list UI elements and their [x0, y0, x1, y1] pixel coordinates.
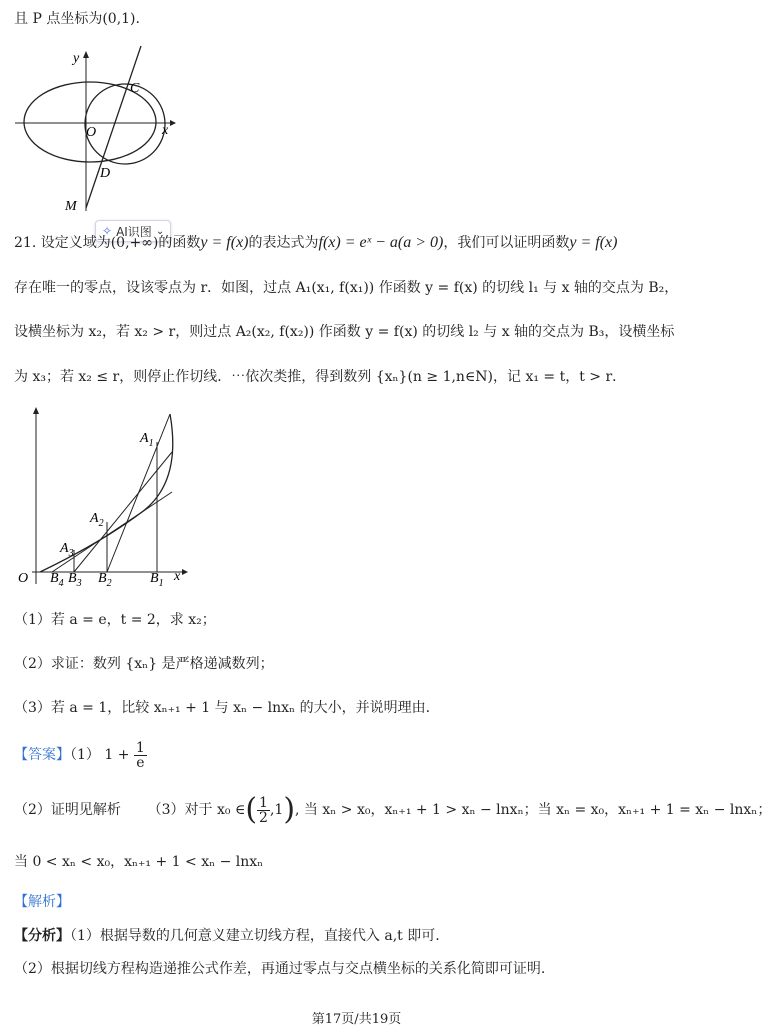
figure-ellipse-circle	[10, 46, 210, 216]
label-y: y	[73, 51, 80, 66]
svg-text:B3: $B_3$	[68, 571, 82, 589]
page-footer: 第17页/共19页	[311, 1012, 402, 1027]
svg-text:B2: $B_2$	[98, 571, 112, 589]
problem-line-1: 21. 设定义域为(0,+∞)的函数y = f(x)的表达式为f(x) = eˣ − a(a > 0)，我们可以证明函数y = f(x)	[14, 234, 618, 251]
svg-text:B4: $B_4$	[50, 571, 64, 589]
label-c: C	[130, 81, 140, 96]
answer-line-2: （2）证明见解析 （3）对于 x₀ ∈( $\frac{1}{2}$ ,1), 当 xₙ > x₀，xₙ₊₁ + 1 > xₙ − lnxₙ；当 xₙ = x₀，xₙ₊₁ + 1 = xₙ − lnxₙ；	[14, 792, 771, 827]
svg-text:B1: $B_1$	[150, 571, 164, 589]
sparkle-icon: ✧	[102, 224, 113, 238]
x-arrow	[170, 120, 176, 126]
answer-line-3: 当 0 < xₙ < x₀，xₙ₊₁ + 1 < xₙ − lnxₙ	[14, 854, 264, 870]
y-arrow	[33, 407, 39, 414]
question-3: （3）若 a = 1，比较 xₙ₊₁ + 1 与 xₙ − lnxₙ 的大小，并说明理由.	[14, 700, 431, 716]
label-x: x	[162, 123, 169, 138]
jiexi-heading: 【解析】	[14, 894, 70, 910]
svg-text:A1: $A_1$	[140, 431, 154, 449]
problem-line-4: 为 x₃；若 x₂ ≤ r，则停止作切线．⋯依次类推，得到数列 {xₙ}(n ≥ 1,n∈N)，记 x₁ = t，t > r．	[14, 369, 627, 385]
x-arrow	[182, 569, 188, 575]
fenxi-line-1: 【分析】（1）根据导数的几何意义建立切线方程，直接代入 a,t 即可.	[14, 928, 440, 944]
problem-line-3: 设横坐标为 x₂，若 x₂ > r，则过点 A₂(x₂, f(x₂)) 作函数 y = f(x) 的切线 l₂ 与 x 轴的交点为 B₃，设横坐标	[14, 324, 675, 340]
question-2: （2）求证：数列 {xₙ} 是严格递减数列；	[14, 656, 274, 672]
answer-line-1: 【答案】（1） 1 + $\frac{1}{e}$	[14, 739, 145, 771]
label-o: O	[86, 125, 97, 140]
problem-line-2: 存在唯一的零点，设该零点为 r．如图，过点 A₁(x₁, f(x₁)) 作函数 y = f(x) 的切线 l₁ 与 x 轴的交点为 B₂，	[14, 280, 679, 296]
label-m: M	[65, 199, 77, 214]
svg-text:A2: $A_2$	[90, 511, 104, 529]
ai-recognize-button[interactable]: ✧ AI识图 ⌄	[95, 220, 171, 242]
circle	[85, 84, 165, 164]
figure-tangents	[12, 402, 212, 592]
svg-text:A3: $A_3$	[60, 541, 74, 559]
svg-text:x: x	[174, 569, 181, 584]
y-arrow	[83, 51, 89, 58]
chevron-down-icon: ⌄	[155, 225, 165, 237]
svg-text:O: O	[18, 571, 29, 586]
top-line: 且 P 点坐标为(0,1).	[14, 11, 140, 27]
question-1: （1）若 a = e，t = 2，求 x₂；	[14, 612, 216, 628]
label-d: D	[100, 166, 111, 181]
fenxi-line-2: （2）根据切线方程构造递推公式作差，再通过零点与交点横坐标的关系化简即可证明.	[14, 961, 546, 977]
